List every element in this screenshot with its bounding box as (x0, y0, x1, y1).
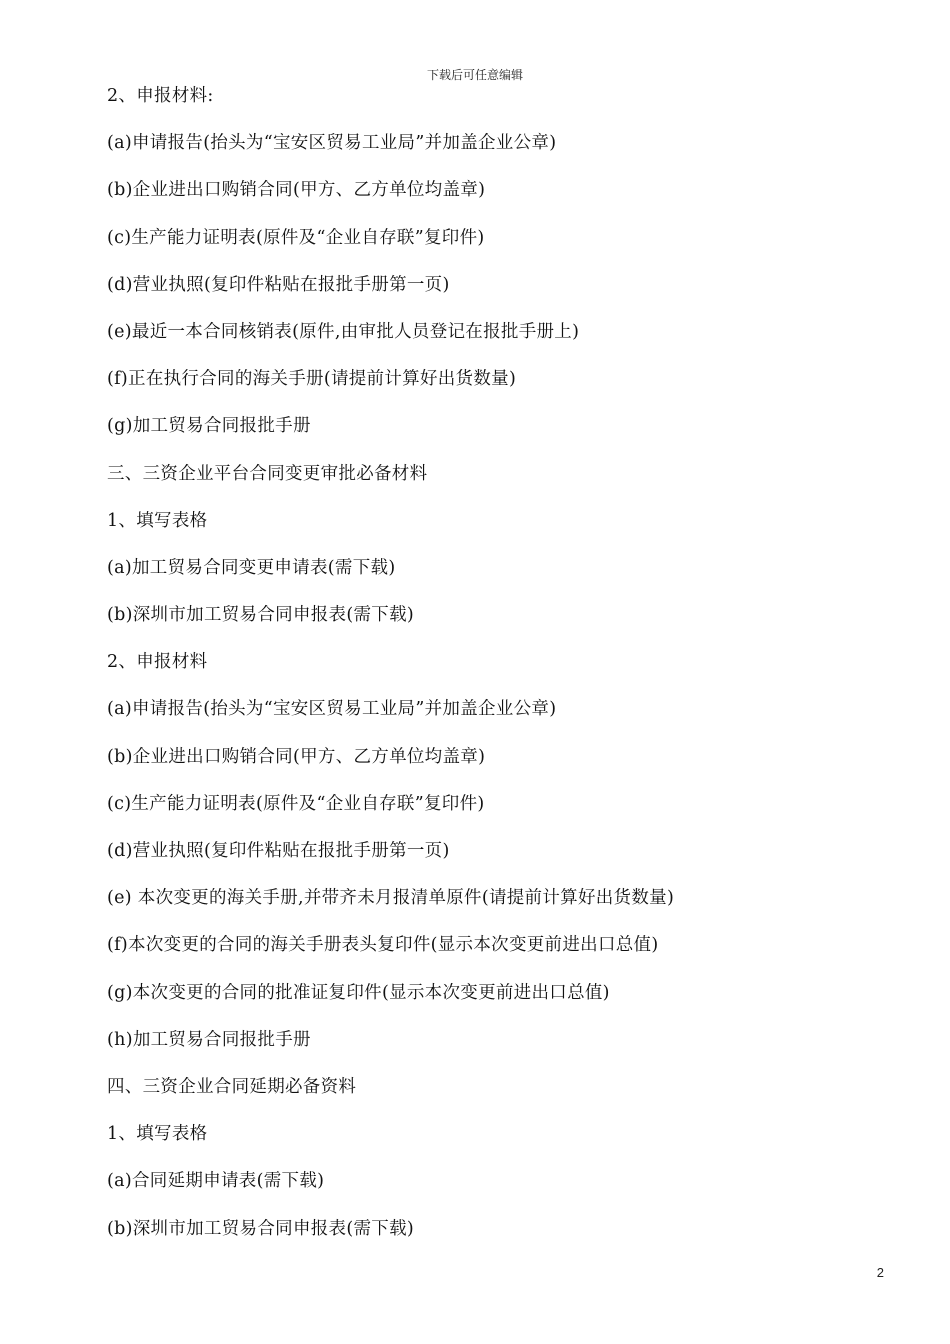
list-item: (f)正在执行合同的海关手册(请提前计算好出货数量) (107, 369, 517, 390)
list-item: (c)生产能力证明表(原件及“企业自存联”复印件) (107, 227, 485, 248)
list-item: (b)深圳市加工贸易合同申报表(需下载) (107, 1218, 415, 1239)
list-item: (d)营业执照(复印件粘贴在报批手册第一页) (107, 274, 450, 295)
body-text (107, 84, 887, 1264)
list-item: (a)合同延期申请表(需下载) (107, 1171, 325, 1192)
section-heading: 三、三资企业平台合同变更审批必备材料 (107, 463, 428, 484)
list-item: (g)本次变更的合同的批准证复印件(显示本次变更前进出口总值) (107, 982, 610, 1003)
list-item: (a)加工贸易合同变更申请表(需下载) (107, 557, 396, 578)
list-item: (a)申请报告(抬头为“宝安区贸易工业局”并加盖企业公章) (107, 699, 557, 720)
subsection-heading: 1、填写表格 (107, 1124, 208, 1145)
list-item: (e) 本次变更的海关手册,并带齐未月报清单原件(请提前计算好出货数量) (107, 888, 675, 909)
list-item: (a)申请报告(抬头为“宝安区贸易工业局”并加盖企业公章) (107, 133, 557, 154)
list-item: (b)企业进出口购销合同(甲方、乙方单位均盖章) (107, 180, 486, 201)
subsection-heading: 2、申报材料 (107, 652, 208, 673)
list-item: (g)加工贸易合同报批手册 (107, 416, 311, 437)
section-heading: 四、三资企业合同延期必备资料 (107, 1076, 357, 1097)
header-note: 下载后可任意编辑 (426, 68, 523, 82)
section-heading: 2、申报材料: (107, 86, 214, 106)
subsection-heading: 1、填写表格 (107, 510, 208, 531)
list-item: (b)深圳市加工贸易合同申报表(需下载) (107, 605, 415, 626)
list-item: (h)加工贸易合同报批手册 (107, 1029, 311, 1050)
list-item: (e)最近一本合同核销表(原件,由审批人员登记在报批手册上) (107, 321, 580, 342)
page-number: 2 (876, 1265, 884, 1280)
list-item: (b)企业进出口购销合同(甲方、乙方单位均盖章) (107, 746, 486, 767)
list-item: (c)生产能力证明表(原件及“企业自存联”复印件) (107, 793, 485, 814)
list-item: (f)本次变更的合同的海关手册表头复印件(显示本次变更前进出口总值) (107, 935, 659, 956)
list-item: (d)营业执照(复印件粘贴在报批手册第一页) (107, 841, 450, 861)
